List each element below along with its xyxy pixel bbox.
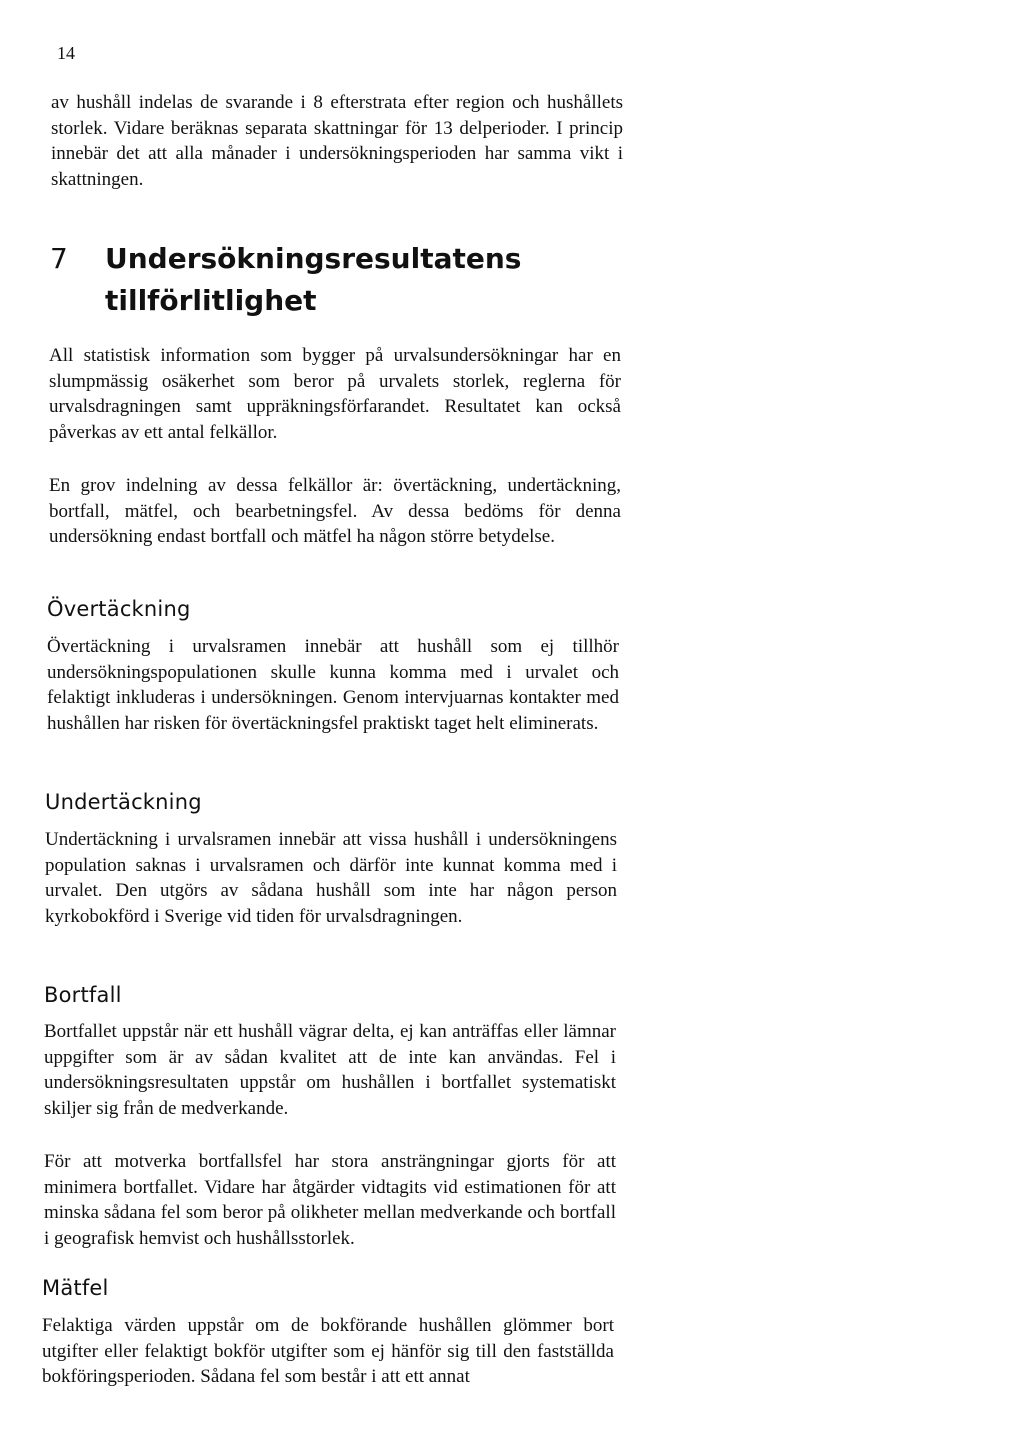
section-paragraph-overtackning: Övertäckning i urvalsramen innebär att hushåll som ej tillhör undersökningspopulationen skulle kunna komma med i urvalet och felaktigt inkluderas i undersökningen. Genom intervjuarnas kontakter med hushållen har risken för övertäckningsfel praktiskt taget helt eliminerats. [47, 636, 619, 734]
chapter-title: Undersökningsresultatens tillförlitlighet [105, 242, 522, 317]
section-heading-matfel: Mätfel [42, 1276, 109, 1300]
chapter-number: 7 [50, 242, 68, 275]
chapter-paragraph: En grov indelning av dessa felkällor är: övertäckning, undertäckning, bortfall, mätfel, och bearbetningsfel. Av dessa bedöms för denna undersökning endast bortfall och mätfel ha någon större betydelse. [49, 475, 621, 547]
page-number: 14 [57, 43, 75, 63]
section-heading-undertackning: Undertäckning [45, 790, 202, 814]
chapter-paragraph: All statistisk information som bygger på urvalsundersökningar har en slumpmässig osäkerhet som beror på urvalets storlek, reglerna för urvalsdragningen samt uppräkningsförfarandet. Resultatet kan också påverkas av ett antal felkällor. [49, 345, 621, 443]
chapter-heading [50, 238, 630, 322]
section-paragraph-undertackning: Undertäckning i urvalsramen innebär att vissa hushåll i undersökningens population saknas i urvalsramen och därför inte kunnat komma med i urvalet. Den utgörs av sådana hushåll som inte har någon person kyrkobokförd i Sverige vid tiden för urvalsdragningen. [45, 829, 617, 927]
intro-paragraph: av hushåll indelas de svarande i 8 efterstrata efter region och hushållets storlek. Vidare beräknas separata skattningar för 13 delperioder. I princip innebär det att alla månader i undersökningsperioden har samma vikt i skattningen. [51, 92, 623, 190]
section-paragraph-bortfall: För att motverka bortfallsfel har stora ansträngningar gjorts för att minimera bortfallet. Vidare har åtgärder vidtagits vid estimationen för att minska sådana fel som beror på olikheter mellan medverkande och bortfall i geografisk hemvist och hushållsstorlek. [44, 1151, 616, 1249]
section-paragraph-bortfall: Bortfallet uppstår när ett hushåll vägrar delta, ej kan anträffas eller lämnar uppgifter som är av sådan kvalitet att de inte kan användas. Fel i undersökningsresultaten uppstår om hushållen i bortfallet systematiskt skiljer sig från de medverkande. [44, 1021, 616, 1119]
section-heading-bortfall: Bortfall [44, 983, 122, 1007]
section-paragraph-matfel: Felaktiga värden uppstår om de bokförande hushållen glömmer bort utgifter eller felaktigt bokför utgifter som ej hänför sig till den fastställda bokföringsperioden. Sådana fel som består i att ett annat [42, 1315, 614, 1387]
section-heading-overtackning: Övertäckning [47, 597, 191, 621]
